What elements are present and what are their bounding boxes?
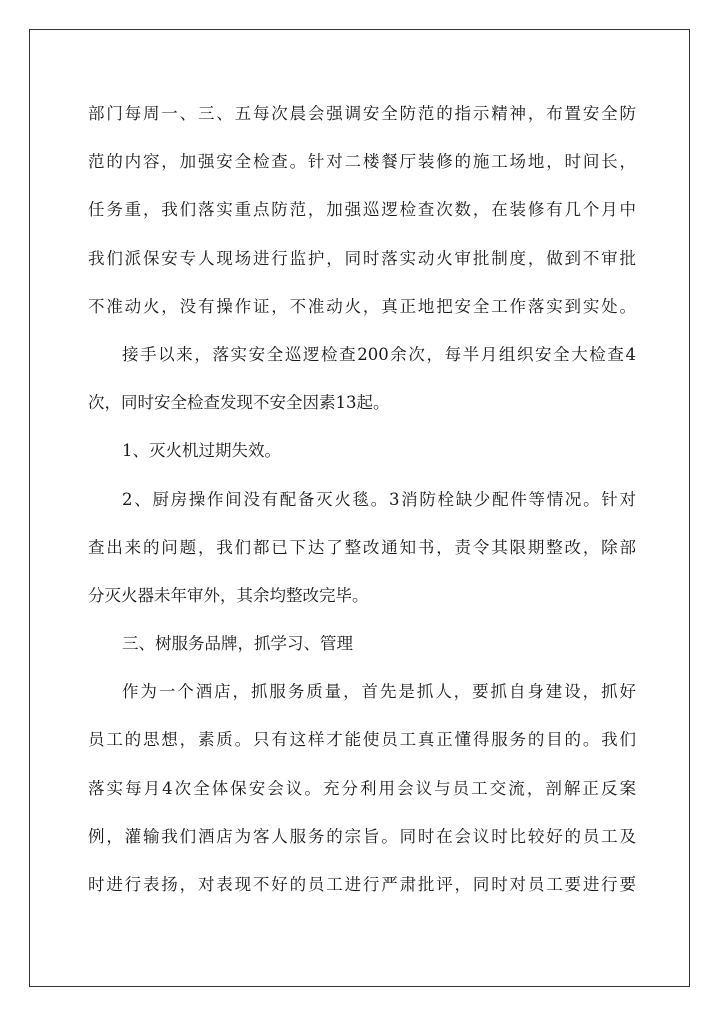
text-line: 任务重，我们落实重点防范，加强巡逻检查次数，在装修有几个月中: [88, 200, 636, 220]
text-line: 我们派保安专人现场进行监护，同时落实动火审批制度，做到不审批: [88, 248, 636, 268]
text-line: 部门每周一、三、五每次晨会强调安全防范的指示精神，布置安全防: [88, 104, 636, 123]
document-body: [88, 90, 636, 909]
text-line: 时进行表扬，对表现不好的员工进行严肃批评，同时对员工要进行要: [88, 875, 636, 894]
text-line: 三、树服务品牌，抓学习、管理: [122, 634, 353, 654]
text-line: 1、灭火机过期失效。: [122, 441, 281, 461]
text-line: 作为一个酒店，抓服务质量，首先是抓人，要抓自身建设，抓好: [122, 682, 636, 702]
text-line: 范的内容，加强安全检查。针对二楼餐厅装修的施工场地，时间长，: [88, 152, 636, 172]
text-line: 员工的思想，素质。只有这样才能使员工真正懂得服务的目的。我们: [88, 730, 636, 750]
text-line: 2、厨房操作间没有配备灭火毯。3消防栓缺少配件等情况。针对: [122, 489, 636, 509]
text-line: 次，同时安全检查发现不安全因素13起。: [88, 393, 390, 413]
text-line: 分灭火器未年审外，其余均整改完毕。: [88, 585, 369, 605]
text-line: 落实每月4次全体保安会议。充分利用会议与员工交流，剖解正反案: [88, 778, 636, 798]
text-line: 查出来的问题，我们都已下达了整改通知书，责令其限期整改，除部: [88, 537, 636, 557]
text-line: 接手以来，落实安全巡逻检查200余次，每半月组织安全大检查4: [122, 344, 636, 364]
text-line: 例，灌输我们酒店为客人服务的宗旨。同时在会议时比较好的员工及: [88, 826, 636, 846]
text-line: 不准动火，没有操作证，不准动火，真正地把安全工作落实到实处。: [88, 296, 636, 316]
